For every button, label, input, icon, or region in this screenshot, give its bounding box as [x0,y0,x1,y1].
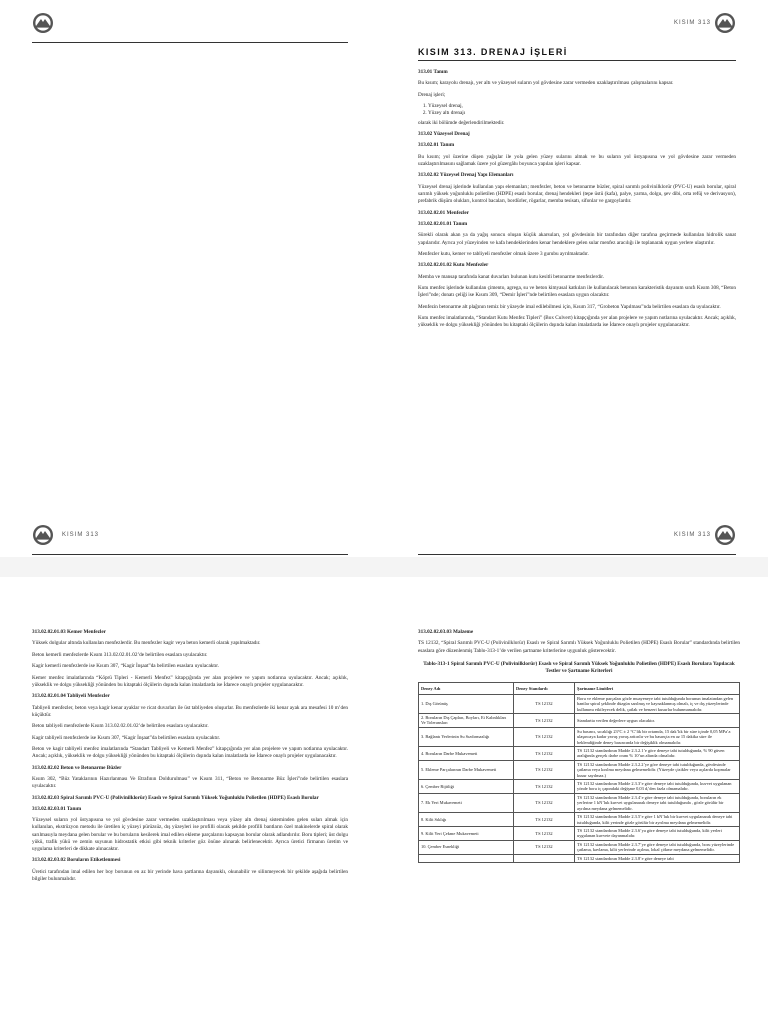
header-section-label: KISIM 313 [62,532,100,538]
paragraph: Beton ve kagir tabliyeli menfez imalatlarında “Standart Tabliyeli ve Kemerli Menfez” kitapçığında yer alan projelere ve yapım notlarına uyulacaktır. Ancak; açıklık, yükseklik ve dolgu yüksekliği yönünden bu kitaptaki ölçülerin dışında kalan imalatlarda ise İdarece onaylı projeler uygulanacaktır. [32,745,348,760]
test-standard-cell: TS 12132 [514,760,575,779]
spec-limit-cell: Su basıncı, sıcaklığı 23°C ± 2 °C’lik bir ortamda, 15 dak’lık bir süre içinde 0,05 MPa’a ulaşıncaya kadar yavaş yavaş arttırılır ve bu basınçta en az 15 dakika süre ile beklendiğinde deney basıncında bir değişiklik olmamalıdır. [575,727,740,746]
test-name-cell: 6. Çember Rijitliği [419,780,514,794]
spec-table [418,682,740,863]
table-row [419,747,740,761]
test-name-cell: 10. Çember Esnekliği [419,840,514,854]
test-standard-cell: TS 12132 [514,714,575,728]
paragraph: Tabliyeli menfezler, beton veya kagir kenar ayaklar ve ricat duvarları ile üst tabliyeden oluşurlar. Bu menfezlerde iki kenar ayak ara mesafesi 10 m’den küçüktür. [32,704,348,718]
paragraph: Kısım 302, “Büz Yataklarının Hazırlanması Ve Etrafının Doldurulması” ve Kısım 311, “Beton ve Betonarme Büz İşleri”nde belirtilen esaslara uyulacaktır. [32,775,348,790]
spec-limit-cell [419,854,514,862]
section-heading: 313.02.01 Tanım [418,142,455,149]
bottom-page [0,512,768,1024]
test-name-cell: 5. Ekleme Parçalarının Darbe Mukavemeti [419,760,514,779]
header-section-label: KISIM 313 [674,532,712,538]
test-name-cell: 7. Ek Yeri Mukavemeti [419,793,514,812]
table-row [419,727,740,746]
test-standard-cell: TS 12132 [514,747,575,761]
paragraph: Kagir tabliyeli menfezlerde ise Kısım 307, “Kagir İnşaat”da belirtilen esaslara uyulacaktır. [32,734,221,741]
spec-limit-cell: Boru ve ekleme parçaları gözle muayeneye tabi tutulduğunda borunun imalatından gelen bantlar spiral şeklinde düzgün sarılmış ve kaynaklanmış olmalı, iç ve dış yüzeylerinde kullanımı etkileyecek delik, çatlak ve benzeri kusurlar bulunmamalıdır. [575,694,740,713]
kgm-logo-icon [714,12,736,39]
table-row [419,694,740,713]
section-heading: 313.02.02.03.03 Malzeme [418,629,474,635]
table-row [419,813,740,827]
table-row [419,826,740,840]
section-heading: 313.02.02.01.02 Kutu Menfezler [418,262,489,269]
test-standard-cell: TS 12132 [514,813,575,827]
paragraph: Bu kısım; yol üzerine düşen yağışlar ile yola gelen yüzey sularını almak ve bu suların yol üstyapısına ve yol gövdesine zarar vermeden uzaklaştırılmasını sağlamak üzere yol güzergâhı boyunca yapılan işleri kapsar. [418,153,736,167]
right-column-text [418,629,740,655]
spec-limit-cell: TS 12132 standardının Madde 2.3.2.1’e göre deneye tabi tutulduğunda, % 90 güven aralığında gerçek darbe oranı % 10’un altında olmalıdır. [575,747,740,761]
section-heading: 313.02.02 Yüzeysel Drenaj Yapı Elemanları [418,172,514,179]
table-row [419,840,740,854]
kgm-logo-icon [714,524,736,551]
paragraph: Sürekli olarak akan ya da yağış sonucu oluşan küçük akarsuları, yol gövdesinin bir tarafından diğer tarafına geçirmede kullanılan hidrolik sanat yapılarıdır. Ayrıca yol yüzeyinden ve kafa hendeklerinden kenar hendeklere gelen sular menfez aracılığı ile toplanarak uygun yerlere ulaştırılır. [418,232,736,246]
section-heading: 313.01 Tanım [418,69,448,75]
spec-limit-cell: TS 12132 standardının Madde 2.3.7’ye göre deneye tabi tutulduğunda, boru yüzeylerinde çatlama, kavlama, kilit yerlerinde açılma, lokal çökme meydana gelmemelidir. [575,840,740,854]
test-name-cell: 2. Boruların Dış Çapları, Boyları, Et Kalınlıkları Ve Toleransları [419,714,514,728]
table-row [419,793,740,812]
spec-limit-cell: TS 12132 standardının Madde 2.3.4’e göre deneye tabi tutulduğunda, boruların ek yerlerine 1 kN’luk kuvvet uygulanarak deneye tabi tutulduğunda , gözle görülür bir ayrılma meydana gelmemelidir. [575,793,740,812]
test-standard-cell: TS 12132 [514,826,575,840]
paragraph: Beton tabliyeli menfezlerde Kısım 313.02.02.01.02’de belirtilen esaslara uyulacaktır. [32,723,209,730]
header-rule-left [32,554,348,555]
test-standard-cell: TS 12132 [514,780,575,794]
header-section-label: KISIM 313 [674,20,712,26]
spec-limit-cell: TS 12132 standardının Madde 2.3.2.2’ye göre deneye tabi tutulduğunda, gövdesinde çatlama veya kırılma meydana gelmemelidir. (Yüzeyde çizikler veya açılarda kopmalar kusur sayılmaz.) [575,760,740,779]
paragraph: Kutu menfez imalatlarında, “Standart Kutu Menfez Tipleri” (Box Culvert) kitapçığında yer alan projelere ve yapım notlarına uyulacaktır. Ancak; açıklık, yükseklik ve dolgu yüksekliği yönünden bu kitaptaki ölçülerin dışında kalan imalatlarda ise İdarece onaylı projeler uygulanacaktır. [418,315,736,329]
spec-limit-cell: TS 12132 standardının Madde 2.3.8’e göre deneye tabi [575,854,740,862]
table-row [419,760,740,779]
spec-limit-cell: TS 12132 standardının Madde 2.3.6’ya göre deneye tabi tutulduğunda, kilit yerleri uygulanan kuvvete dayanmalıdır. [575,826,740,840]
section-heading: 313.02.02.03.02 Boruların Etiketlenmesi [32,857,121,864]
test-name-cell: 9. Kilit Yeri Çekme Mukavemeti [419,826,514,840]
page-separator [0,557,768,577]
table-caption: Tablo-313-1 Spiral Sarımlı PVC-U (Polivinilklorür) Esaslı ve Spiral Sarımlı Yüksek Yoğunluklu Polietilen (HDPE) Esaslı Borulara Yapılacak Testler ve Şartname Kriterleri [423,660,735,674]
numbered-list [418,103,736,117]
header-rule-right [418,554,736,555]
paragraph: Kemer menfez imalatlarında “Köprü Tipleri - Kemerli Menfez” kitapçığında yer alan projelere ve yapım notlarına uyulacaktır. Ancak; açıklık, yükseklik ve dolgu yüksekliği yönünden bu kitaptaki ölçülerin dışında kalan imalatlarda ise İdarece onaylı projeler uygulanacaktır. [32,674,348,688]
section-heading: 313.02.02.01 Menfezler [418,209,469,216]
section-heading: 313.02.02.01.01 Tanım [418,220,468,227]
test-name-cell: 3. Bağlantı Yerlerinin Su Sızdırmazlığı [419,727,514,746]
section-heading: 313.02 Yüzeysel Drenaj [418,130,470,137]
section-heading: 313.02.02.03.01 Tanım [32,805,82,812]
table-row [419,780,740,794]
spec-limit-cell: Standartta verilen değerlere uygun olacaktır. [575,714,740,728]
table-header-row [419,682,740,694]
section-heading: 313.02.02.03 Spiral Sarımlı PVC-U (Polivinilklorür) Esaslı ve Spiral Sarımlı Yüksek Yoğunluklu Polietilen (HDPE) Esaslı Borular [32,794,319,801]
paragraph: TS 12132, “Spiral Sarımlı PVC-U (Polivinilklorür) Esaslı ve Spiral Sarımlı Yüksek Yoğunluklu Polietilen (HDPE) Esaslı Borular” standardında belirtilen esaslara göre düzenlenmiş Tablo-313-1’de verilen şartname kriterlerine uygunluk gösterecektir. [418,640,740,654]
spec-limit-cell [514,854,575,862]
test-standard-cell: TS 12132 [514,694,575,713]
paragraph: Yüzeysel drenaj işlerinde kullanılan yapı elemanları; menfezler, beton ve betonarme büzler, spiral sarımlı polivinilklorür (PVC-U) esaslı borular, spiral sarımlı yüksek yoğunluklu polietilen (HDPE) esaslı borular, drenaj hendekleri (tepe üstü (kafa), palye, yarma, dolgu, şev dibi, orta refüj ve derivasyon), prefabrik düşüm olukları, kontrol bacaları, bordürler, rögarlar, memba tesisatı, sifonlar ve gargoylardır. [418,183,736,205]
paragraph: Kagir kemerli menfezlerde ise Kısım 307, “Kagir İnşaat”da belirtilen esaslara uyulacaktır. [32,663,219,670]
right-column [418,629,740,863]
table-body [419,694,740,862]
test-name-cell: 1. Dış Görünüş [419,694,514,713]
test-name-cell: 8. Kilit Sıklığı [419,813,514,827]
table-row [419,854,740,862]
right-column [418,69,736,334]
paragraph: Menfezin betonarme alt plağının temiz bir yüzeyde imal edilebilmesi için, Kısım 317, “Grobeton Yapılması”nda belirtilen esaslara da uyulacaktır. [418,303,721,310]
paragraph: Üretici tarafından imal edilen her boy borunun en az bir yerinde hava şartlarına dayanıklı, okunabilir ve silinmeyecek bir şekilde aşağıda belirtilen bilgiler bulunmalıdır. [32,868,348,883]
test-standard-cell: TS 12132 [514,793,575,812]
table-header-cell: Şartname Limitleri [575,682,740,694]
spec-limit-cell: TS 12132 standardının Madde 2.3.3’e göre deneye tabi tutulduğunda, kuvvet uygulanan yönde boru iç çapındaki değişme 0,03 dᵢ’den fazla olmamalıdır. [575,780,740,794]
table-row [419,714,740,728]
paragraph: Kutu menfez işlerinde kullanılan çimento, agrega, su ve beton kimyasal katkıları ile kullanılacak betonun karakteristik dayanım sınıfı Kısım 308, “Beton İşleri”nde; donatı çeliği ise Kısım 309, “Demir İşleri”nde belirtilen esaslara uygun olacaktır. [418,285,736,299]
section-heading: 313.02.02.02 Beton ve Betonarme Büzler [32,764,122,771]
test-name-cell: 4. Boruların Darbe Mukavemeti [419,747,514,761]
paragraph: Beton kemerli menfezlerde Kısım 313.02.02.01.02’de belirtilen esaslara uyulacaktır. [32,651,208,658]
test-standard-cell: TS 12132 [514,727,575,746]
paragraph: olarak iki bölümde değerlendirilmektedir. [418,119,505,126]
kgm-logo-icon [32,524,54,551]
kgm-logo-icon [32,12,54,39]
list-item: 2. Yüzey altı drenajı [428,110,736,117]
left-column [32,629,348,887]
spec-limit-cell: TS 12132 standardının Madde 2.3.5’e göre 1 kN’luk bir kuvvet uygulanarak deneye tabi tutulduğunda, kilit yerinde gözle görülür bir ayrılma meydana gelmemelidir. [575,813,740,827]
paragraph: Menfezler kutu, kemer ve tabliyeli menfezler olmak üzere 3 gurubu ayrılmaktadır. [418,250,589,257]
table-header-cell: Deney Standardı [514,682,575,694]
paragraph: Yüksek dolgular altında kullanılan menfezlerdir. Bu menfezler kagir veya beton kemerli olarak yapılmaktadır. [32,640,261,647]
section-heading: 313.02.02.01.04 Tabliyeli Menfezler [32,693,110,700]
list-item: 1. Yüzeysel drenaj, [428,103,736,110]
paragraph: Memba ve mansap tarafında kanat duvarları bulunan kutu kesitli betonarme menfezlerdir. [418,273,604,280]
paragraph: Drenaj işleri; [418,91,446,98]
paragraph: Bu kısım; karayolu drenajı, yer altı ve yüzeysel suların yol gövdesine zarar vermeden uzaklaştırılması çalışmalarını kapsar. [418,80,674,87]
header-rule-left [32,42,348,43]
paragraph: Yüzeysel suların yol üstyapısına ve yol gövdesine zarar vermeden uzaklaştırılması veya yüzey altı drenaj sisteminden gelen suları almak için kullanılan, ekstrüzyon metodu ile üretilen iç yüzeyi pürüzsüz, dış yüzeyleri ise profilli olacak şekilde profilli bantların özel makinelerde spiral olarak sarılmasıyla meydana gelen borular ve bu boruların kesilerek imal edilen ekleme parçalarını kapsayan borular olarak adlandırılır. Boru tipleri; üst dolgu yükü, trafik yükü ve zemin suyunun hidrostatik etkisi gibi teknik kriterler göz önüne alınarak belirlenecektir. Ayrıca üretici firmanın üretim ve uygulama kriterleri de dikkate alınacaktır. [32,817,348,853]
chapter-title: KISIM 313. DRENAJ İŞLERİ [418,47,568,57]
section-heading: 313.02.02.01.03 Kemer Menfezler [32,629,106,635]
table-header-cell: Deney Adı [419,682,514,694]
chapter-title-rule [418,60,736,61]
test-standard-cell: TS 12132 [514,840,575,854]
